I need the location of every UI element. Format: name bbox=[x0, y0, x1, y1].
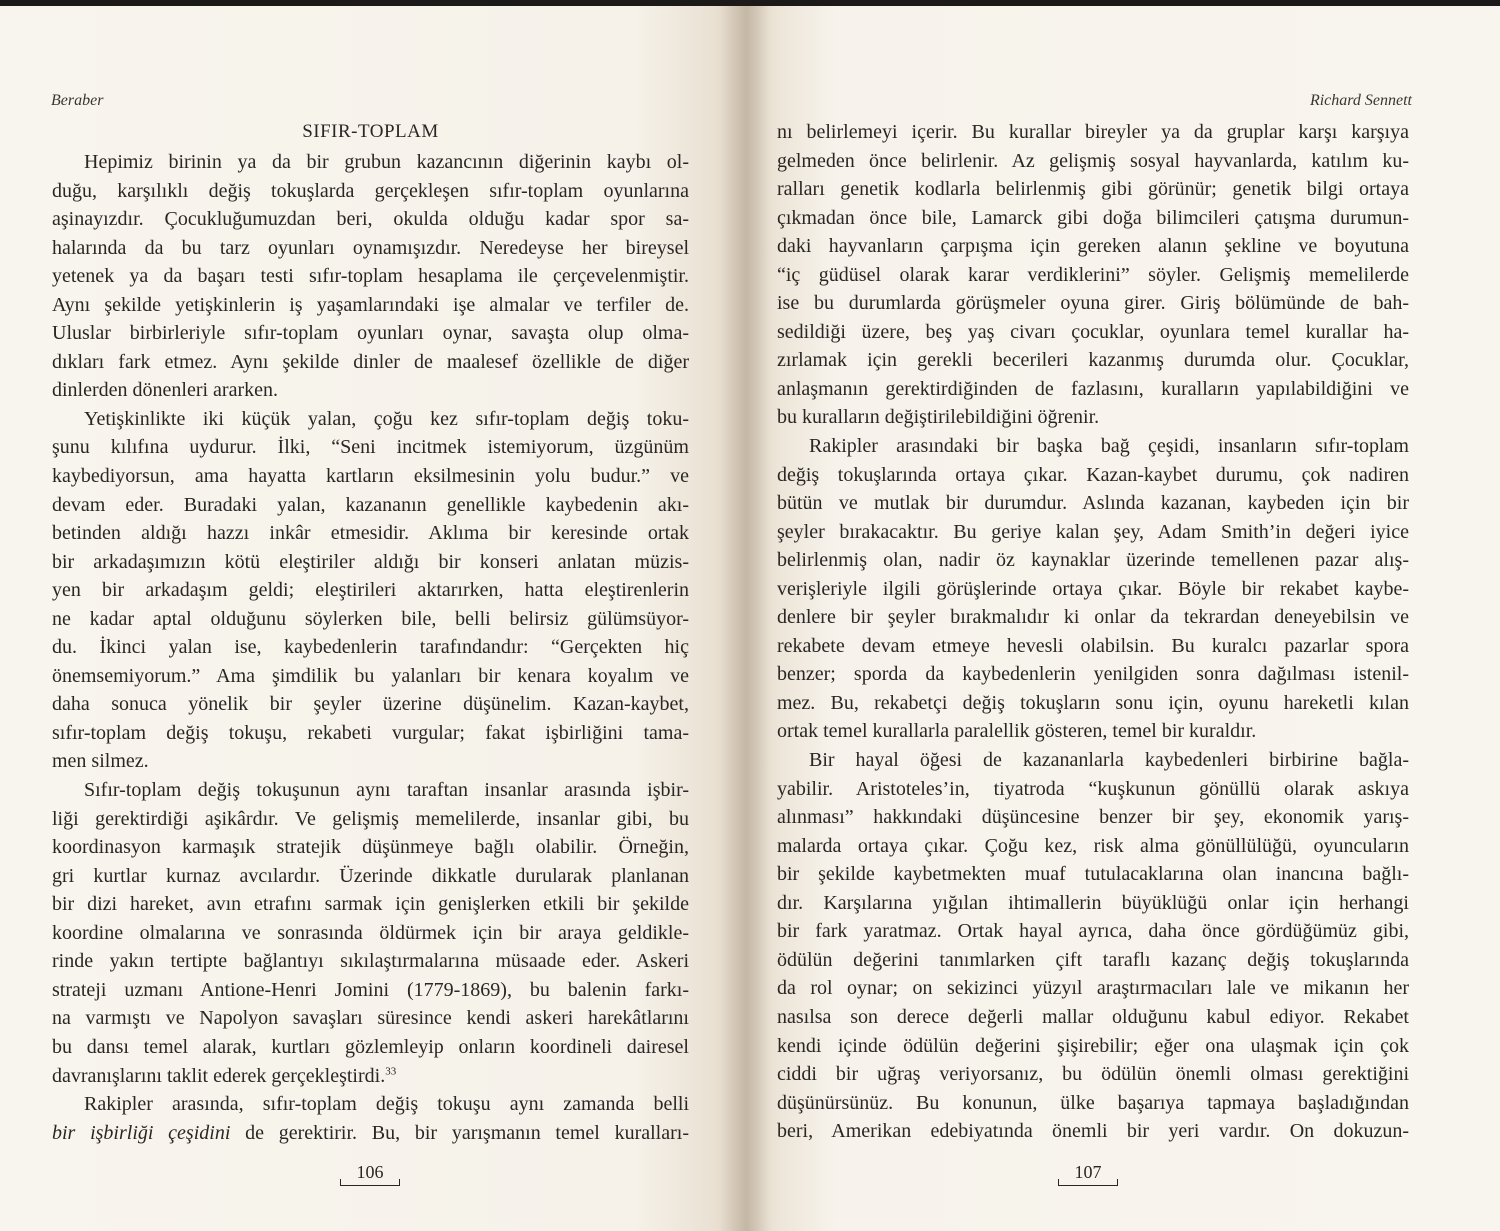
text-line: verişleriyle ilgili görüşlerinde ortaya çıkar. Böyle bir rekabet kaybe- bbox=[777, 577, 1409, 600]
text-line: kendi içinde ödülün değerini şişirebilir; eğer ona ulaşmak için çok bbox=[777, 1034, 1409, 1057]
text-line: dıkları fark etmez. Aynı şekilde dinler de maalesef özellikle de diğer bbox=[52, 350, 689, 373]
text-line: çıkmadan önce bile, Lamarck gibi doğa bilimcileri çatışma durumun- bbox=[777, 206, 1409, 229]
text-line: Bir hayal öğesi de kazananlarla kaybedenleri birbirine bağla- bbox=[809, 749, 1409, 772]
text-line: beri, Amerikan edebiyatında önemli bir yeri vardır. On dokuzun- bbox=[777, 1120, 1409, 1143]
text-line: dinlerden dönenleri ararken. bbox=[52, 379, 279, 402]
text-line: alınması” hakkındaki düşüncesine benzer bir şey, ekonomik yarış- bbox=[777, 806, 1409, 829]
text-line: koordine olmalarına ve sonrasında öldürmek için bir araya geldikle- bbox=[52, 921, 689, 944]
text-line: yabilir. Aristoteles’in, tiyatroda “kuşkunun gönüllü olarak askıya bbox=[777, 777, 1409, 800]
text-line: betinden aldığı hazzı inkâr etmesidir. Aklıma bir keresinde ortak bbox=[52, 522, 689, 545]
text-line: Sıfır-toplam değiş tokuşunun aynı taraftan insanlar arasında işbir- bbox=[84, 779, 689, 802]
text-line: gelmeden önce belirlenir. Az gelişmiş sosyal hayvanlarda, katılım ku- bbox=[777, 149, 1409, 172]
text-line: na varmıştı ve Napolyon savaşları süresince kendi askeri harekâtlarını bbox=[52, 1007, 689, 1030]
text-line: Aynı şekilde yetişkinlerin iş yaşamlarındaki işe almalar ve terfiler de. bbox=[52, 293, 689, 316]
text-line: koordinasyon karmaşık stratejik düşünmeye bağlı olabilir. Örneğin, bbox=[52, 836, 689, 859]
emphasis: bir işbirliği çeşidini bbox=[52, 1121, 231, 1144]
text-line: “iç güdüsel olarak karar verdiklerini” söyler. Gelişmiş memelilerde bbox=[777, 263, 1409, 286]
text-line: bu kuralların değiştirilebildiğini öğrenir. bbox=[777, 406, 1100, 429]
text-line: bütün ve mutlak bir durumdur. Aslında kazanan, kaybeden için bir bbox=[777, 492, 1409, 515]
text-line: gri kurtlar kurnaz avcılardır. Üzerinde dikkatle durularak planlanan bbox=[52, 864, 689, 887]
text-line: sedildiği üzere, beş yaş civarı çocuklar, oyunlara temel kurallar ha- bbox=[777, 320, 1409, 343]
text-line: denlere bir şeyler bırakmalıdır ki onlar da tekrardan deneyebilsin ve bbox=[777, 606, 1409, 629]
text-line: düşünürsünüz. Bu konunun, ülke başarıya tapmaya başladığından bbox=[777, 1091, 1409, 1114]
text-line: değiş tokuşlarında ortaya çıkar. Kazan-kaybet durumu, çok nadiren bbox=[777, 463, 1409, 486]
text-line: bir dizi hareket, avın etrafını sarmak için genişlerken etkili bir şekilde bbox=[52, 893, 689, 916]
text-line: yen bir arkadaşım geldi; eleştirileri aktarırken, hatta eleştirenlerin bbox=[52, 579, 689, 602]
text-line: halarında da bu tarz oyunları oynamışızdır. Neredeyse her bireysel bbox=[52, 236, 689, 259]
text-line: sıfır-toplam değiş tokuşu, rekabeti vurgular; fakat işbirliğini tama- bbox=[52, 721, 689, 744]
text-line: belirlenmiş olan, nadir öz kaynaklar üzerinde temellenen pazar alış- bbox=[777, 549, 1409, 572]
text-line: ciddi bir uğraş veriyorsanız, bu ödülün önemli olması gerektiğini bbox=[777, 1063, 1409, 1086]
text-line: Rakipler arasında, sıfır-toplam değiş tokuşu aynı zamanda belli bbox=[84, 1093, 689, 1116]
text-line: ise bu durumlarda görüşmeler oyuna girer. Giriş bölümünde de bah- bbox=[777, 292, 1409, 315]
page-number-left bbox=[340, 1162, 400, 1186]
running-head-left: Beraber bbox=[51, 92, 104, 109]
text-line: bir şekilde kaybetmekten muaf tutulacaklarına olan inancına bağlı- bbox=[777, 863, 1409, 886]
text-line: ortak temel kurallarla paralellik gösteren, temel bir kuraldır. bbox=[777, 720, 1257, 743]
text-line: şeyler bırakacaktır. Bu geriye kalan şey, Adam Smith’in değeri iyice bbox=[777, 520, 1409, 543]
text-line: bu dansı temel alarak, kurtları gözlemleyip onların koordineli dairesel bbox=[52, 1035, 689, 1058]
text-line: bir arkadaşımızın kötü eleştiriler aldığı bir konseri anlatan müzis- bbox=[52, 550, 689, 573]
text-line: davranışlarını taklit ederek gerçekleştirdi.$^{33}$ bbox=[52, 1064, 397, 1087]
text-line: benzer; sporda da kaybedenlerin yenilgiden sonra dağılması istenil- bbox=[777, 663, 1409, 686]
text-line: da rol oynar; on sekizinci yüzyıl araştırmacıları lale ve mikanın her bbox=[777, 977, 1409, 1000]
text-line: zırlamak için gerekli becerileri kazanmış durumda olur. Çocuklar, bbox=[777, 349, 1409, 372]
right-body-text bbox=[777, 118, 1409, 1146]
text-line: şunu kılıfına uydurur. İlki, “Seni incitmek istemiyorum, üzgünüm bbox=[52, 436, 689, 459]
text-line: aşinayızdır. Çocukluğumuzdan beri, okulda olduğu kadar spor sa- bbox=[52, 208, 689, 231]
text-line: nasılsa son derece değerli mallar olduğunu kabul ediyor. Rekabet bbox=[777, 1005, 1409, 1028]
section-title: SIFIR-TOPLAM bbox=[302, 121, 439, 142]
page-number-left-value: 106 bbox=[356, 1162, 384, 1182]
footnote-reference: 33 bbox=[385, 1064, 397, 1077]
text-line: Hepimiz birinin ya da bir grubun kazancının diğerinin kaybı ol- bbox=[84, 151, 689, 173]
text-line: dır. Karşılarına yığılan ihtimallerin büyüklüğü onlar için herhangi bbox=[777, 891, 1409, 914]
left-page bbox=[0, 6, 745, 1231]
text-line: ralları genetik kodlarla belirlenmiş gibi görünür; genetik bilgi ortaya bbox=[777, 178, 1409, 201]
text-line: ödülün değerini tanımlarken çift taraflı kazanç değiş tokuşlarında bbox=[777, 948, 1409, 971]
text-line: anlaşmanın gerektirdiğinden de fazlasını, kuralların yapılabildiğini ve bbox=[777, 377, 1409, 400]
text-line: mez. Bu, rekabetçi değiş tokuşların sonu için, oyunu hareketli kılan bbox=[777, 691, 1409, 714]
text-line: rinde yakın tertipte bağlantıyı sıkılaştırmalarına müsaade eder. Askeri bbox=[52, 950, 689, 973]
page-number-right bbox=[1058, 1162, 1118, 1186]
text-line: ne kadar aptal olduğunu söylerken bile, belli belirsiz gülümsüyor- bbox=[52, 607, 689, 630]
text-line: men silmez. bbox=[52, 750, 149, 773]
text-line: kaybediyorsun, ama hayatta kartların eksilmesinin yolu budur.” ve bbox=[52, 465, 689, 488]
text-line: Yetişkinlikte iki küçük yalan, çoğu kez sıfır-toplam değiş toku- bbox=[84, 407, 689, 430]
text-line: daha sonuca yönelik bir şeyler üzerine düşünelim. Kazan-kaybet, bbox=[52, 693, 689, 716]
text-line: liği gerektirdiği aşikârdır. Ve gelişmiş memelilerde, insanlar gibi, bu bbox=[52, 807, 689, 830]
text-line: devam eder. Buradaki yalan, kazananın genellikle kaybedenin akı- bbox=[52, 493, 689, 516]
text-line: önemsemiyorum.” Ama şimdilik bu yalanları bir kenara koyalım ve bbox=[52, 664, 689, 687]
text-line: yetenek ya da başarı testi sıfır-toplam hesaplama ile çerçevelenmiştir. bbox=[52, 265, 689, 288]
text-line: duğu, karşılıklı değiş tokuşlarda gerçekleşen sıfır-toplam oyunlarına bbox=[52, 179, 689, 202]
text-line: Rakipler arasındaki bir başka bağ çeşidi, insanların sıfır-toplam bbox=[809, 435, 1409, 458]
book-gutter bbox=[720, 6, 770, 1231]
text-line: daki hayvanların çarpışma için gereken alanın şekline ve boyutuna bbox=[777, 235, 1409, 258]
text-line: du. İkinci yalan ise, kaybedenlerin tarafındandır: “Gerçekten hiç bbox=[52, 636, 689, 659]
text-line: strateji uzmanı Antione-Henri Jomini (1779-1869), bu balenin farkı- bbox=[52, 978, 689, 1001]
right-page bbox=[745, 6, 1500, 1231]
text-line: rekabete devam etmeye hevesli olabilsin. Bu kuralcı pazarlar spora bbox=[777, 634, 1409, 657]
left-body-text bbox=[52, 148, 689, 1147]
running-head-right: Richard Sennett bbox=[1309, 92, 1412, 109]
text-line: bir fark yaratmaz. Ortak hayal ayrıca, daha önce gördüğümüz gibi, bbox=[777, 920, 1409, 943]
text-line: Uluslar birbirleriyle sıfır-toplam oyunları oynar, savaşta olup olma- bbox=[52, 322, 689, 345]
text-line: bir işbirliği çeşidini de gerektirir. Bu, bir yarışmanın temel kuralları- bbox=[52, 1121, 689, 1144]
text-line: malarda ortaya çıkar. Çoğu kez, risk alma gönüllülüğü, oyuncuların bbox=[777, 834, 1409, 857]
page-number-right-value: 107 bbox=[1074, 1162, 1102, 1182]
text-line: nı belirlemeyi içerir. Bu kurallar bireyler ya da gruplar karşı karşıya bbox=[777, 121, 1409, 143]
